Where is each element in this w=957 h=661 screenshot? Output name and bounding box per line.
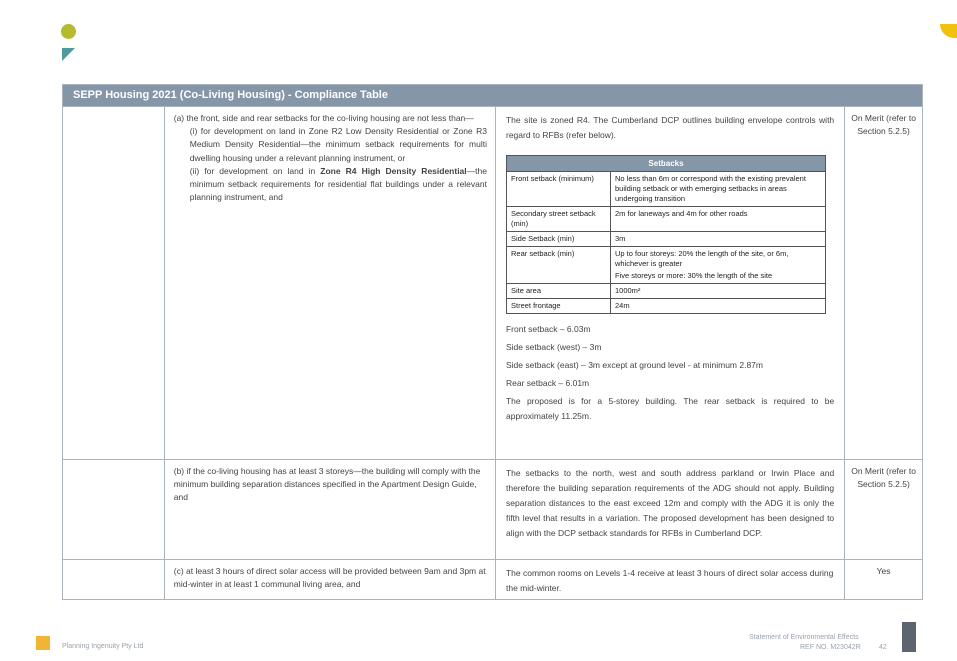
requirement-cell	[165, 107, 496, 459]
setbacks-value-line: Five storeys or more: 30% the length of the site	[614, 271, 773, 280]
setbacks-value: 24m	[610, 299, 825, 314]
setbacks-row	[506, 299, 825, 314]
table-row	[63, 106, 922, 459]
table-row	[63, 459, 922, 559]
footer-company: Planning Ingenuity Pty Ltd	[62, 643, 144, 650]
blank-cell	[63, 107, 165, 459]
blank-cell	[63, 460, 165, 559]
item-ii-text: (ii) for development on land in	[189, 165, 321, 176]
logo-triangle-icon	[62, 48, 75, 61]
footer-logo-icon	[36, 636, 50, 650]
setbacks-label: Rear setback (min)	[506, 247, 610, 284]
requirement-item-i: (i) for development on land in Zone R2 Low Density Residential or Zone R3 Medium Density Residential—the minimum setback requirements for multi dwelling housing under a relevant planning instrument, or	[189, 126, 487, 163]
comment-line: Rear setback – 6.01m	[505, 378, 590, 388]
setbacks-label: Side Setback (min)	[506, 232, 610, 247]
page-number: 42	[879, 644, 887, 651]
footer-doc-title: Statement of Environmental Effects	[749, 634, 859, 641]
setbacks-title: Setbacks	[506, 156, 825, 172]
comment-line: Side setback (east) – 3m except at ground level - at minimum 2.87m	[505, 360, 763, 370]
comment-line: Side setback (west) – 3m	[505, 342, 602, 352]
setbacks-row	[506, 172, 825, 207]
requirement-cell: (b) if the co-living housing has at least 3 storeys—the building will comply with the minimum building separation distances specified in the Apartment Design Guide, and	[165, 460, 496, 559]
footer-bar-icon	[902, 622, 916, 652]
comment-cell: The common rooms on Levels 1-4 receive at least 3 hours of direct solar access during the mid-winter.	[496, 560, 845, 599]
comment-cell: The setbacks to the north, west and south address parkland or Irwin Place and therefore the building separation requirements of the ADG should not apply. Building separation distances to the east exceed 12m and comply with the ADG it is only the fifth level that results in a variation. The proposed development has been designed to align with the DCP setback standards for RFBs in Cumberland DCP.	[496, 460, 845, 559]
setbacks-row	[506, 247, 825, 284]
comment-line: The proposed is for a 5-storey building. The rear setback is required to be approximately 11.25m.	[505, 396, 835, 421]
comment-line: Front setback – 6.03m	[505, 324, 591, 334]
logo-dot-icon	[61, 24, 76, 39]
setbacks-label: Front setback (minimum)	[506, 172, 610, 207]
setbacks-value-line: Up to four storeys: 20% the length of the site, or 6m, whichever is greater	[614, 249, 789, 268]
setbacks-value: 3m	[610, 232, 825, 247]
table-title: SEPP Housing 2021 (Co-Living Housing) - Compliance Table	[63, 85, 922, 106]
setbacks-label: Secondary street setback (min)	[506, 207, 610, 232]
setbacks-value: 1000m²	[610, 284, 825, 299]
setbacks-label: Site area	[506, 284, 610, 299]
requirement-item-ii	[174, 165, 487, 205]
requirement-intro: (a) the front, side and rear setbacks for the co-living housing are not less than—	[173, 113, 474, 123]
blank-cell	[63, 560, 165, 599]
compliance-cell: On Merit (refer to Section 5.2.5)	[851, 113, 916, 137]
comment-cell	[496, 107, 845, 459]
setbacks-row	[506, 207, 825, 232]
item-ii-bold: Zone R4 High Density Residential	[320, 165, 467, 176]
compliance-cell: Yes	[876, 566, 891, 576]
item-ii-text-end: —the minimum setback requirements for residential flat buildings under a relevant planning instrument, and	[189, 165, 487, 203]
compliance-cell: On Merit (refer to Section 5.2.5)	[851, 466, 916, 490]
setbacks-row	[506, 284, 825, 299]
setbacks-label: Street frontage	[506, 299, 610, 314]
comment-intro: The site is zoned R4. The Cumberland DCP outlines building envelope controls with regard to RFBs (refer below).	[505, 115, 835, 140]
requirement-cell: (c) at least 3 hours of direct solar access will be provided between 9am and 3pm at mid-winter in at least 1 communal living area, and	[165, 560, 496, 599]
footer-ref: REF NO. M23042R	[800, 644, 861, 651]
compliance-table	[62, 84, 923, 600]
corner-accent-icon	[940, 24, 957, 38]
setbacks-value: 2m for laneways and 4m for other roads	[610, 207, 825, 232]
setbacks-row	[506, 232, 825, 247]
table-row	[63, 559, 922, 599]
setbacks-value	[610, 247, 825, 284]
setbacks-table	[506, 155, 826, 314]
setbacks-value: No less than 6m or correspond with the existing prevalent building setback or with emerging setbacks in areas undergoing transition	[610, 172, 825, 207]
